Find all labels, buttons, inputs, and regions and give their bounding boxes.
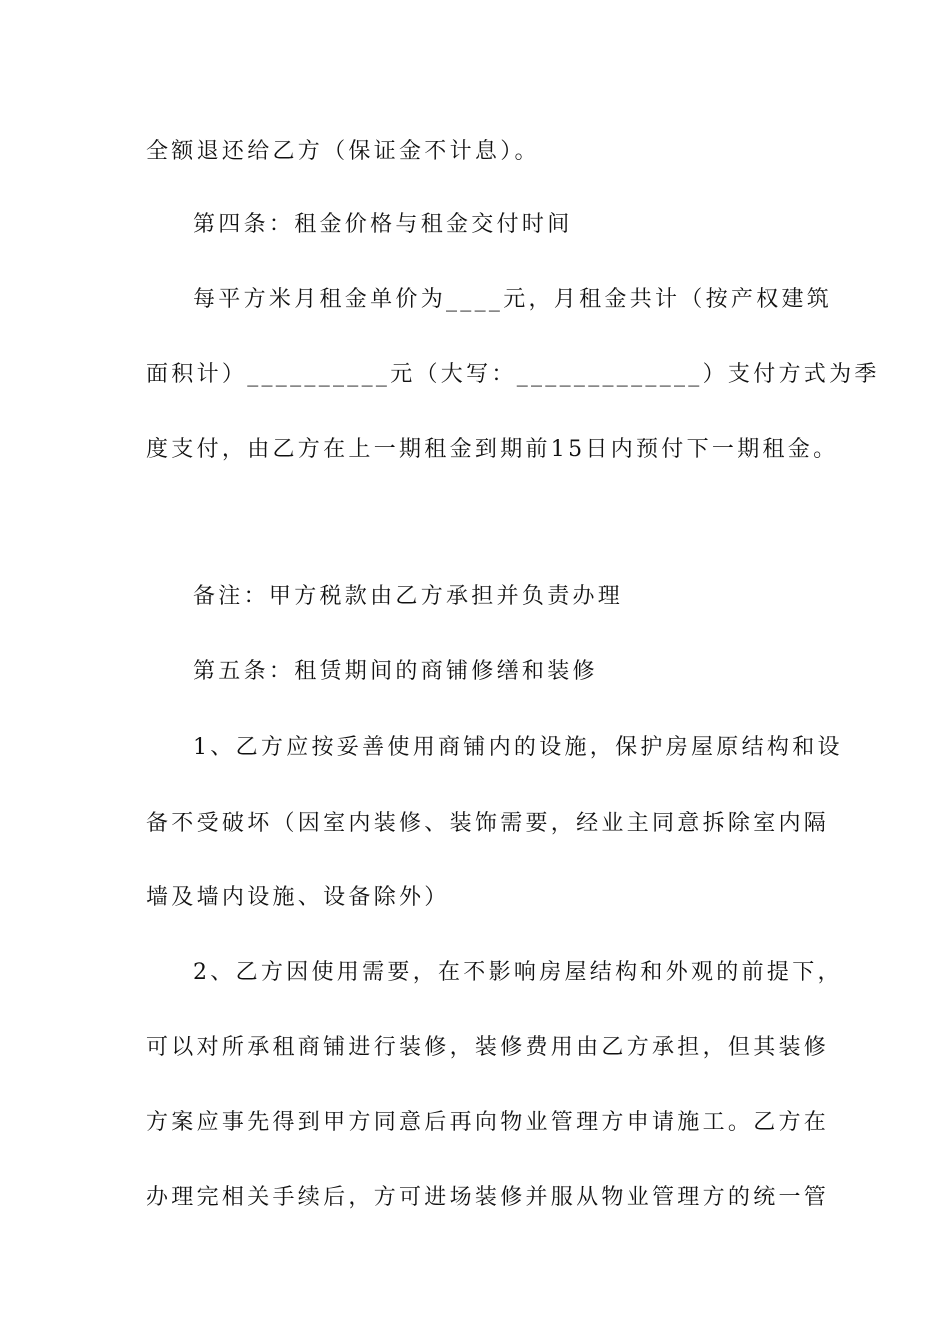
- paragraph-line: 办理完相关手续后，方可进场装修并服从物业管理方的统一管: [146, 1185, 830, 1210]
- paragraph-line: 全额退还给乙方（保证金不计息）。: [146, 139, 540, 164]
- article-5-heading: 第五条：租赁期间的商铺修缮和装修: [193, 659, 598, 684]
- paragraph-line: 度支付，由乙方在上一期租金到期前15日内预付下一期租金。: [146, 437, 839, 462]
- paragraph-line: 备不受破坏（因室内装修、装饰需要，经业主同意拆除室内隔: [146, 811, 830, 836]
- article-4-heading: 第四条：租金价格与租金交付时间: [193, 212, 573, 237]
- paragraph-line: 2、乙方因使用需要，在不影响房屋结构和外观的前提下，: [193, 960, 843, 985]
- paragraph-line: 方案应事先得到甲方同意后再向物业管理方申请施工。乙方在: [146, 1110, 830, 1135]
- remark-line: 备注：甲方税款由乙方承担并负责办理: [193, 584, 624, 609]
- paragraph-line: 1、乙方应按妥善使用商铺内的设施，保护房屋原结构和设: [193, 735, 843, 760]
- paragraph-line: 墙及墙内设施、设备除外）: [146, 885, 450, 910]
- paragraph-line: 可以对所承租商铺进行装修，装修费用由乙方承担，但其装修: [146, 1035, 830, 1060]
- paragraph-line: 面积计）__________元（大写：_____________）支付方式为季: [146, 362, 880, 387]
- paragraph-line: 每平方米月租金单价为____元，月租金共计（按产权建筑: [193, 287, 833, 312]
